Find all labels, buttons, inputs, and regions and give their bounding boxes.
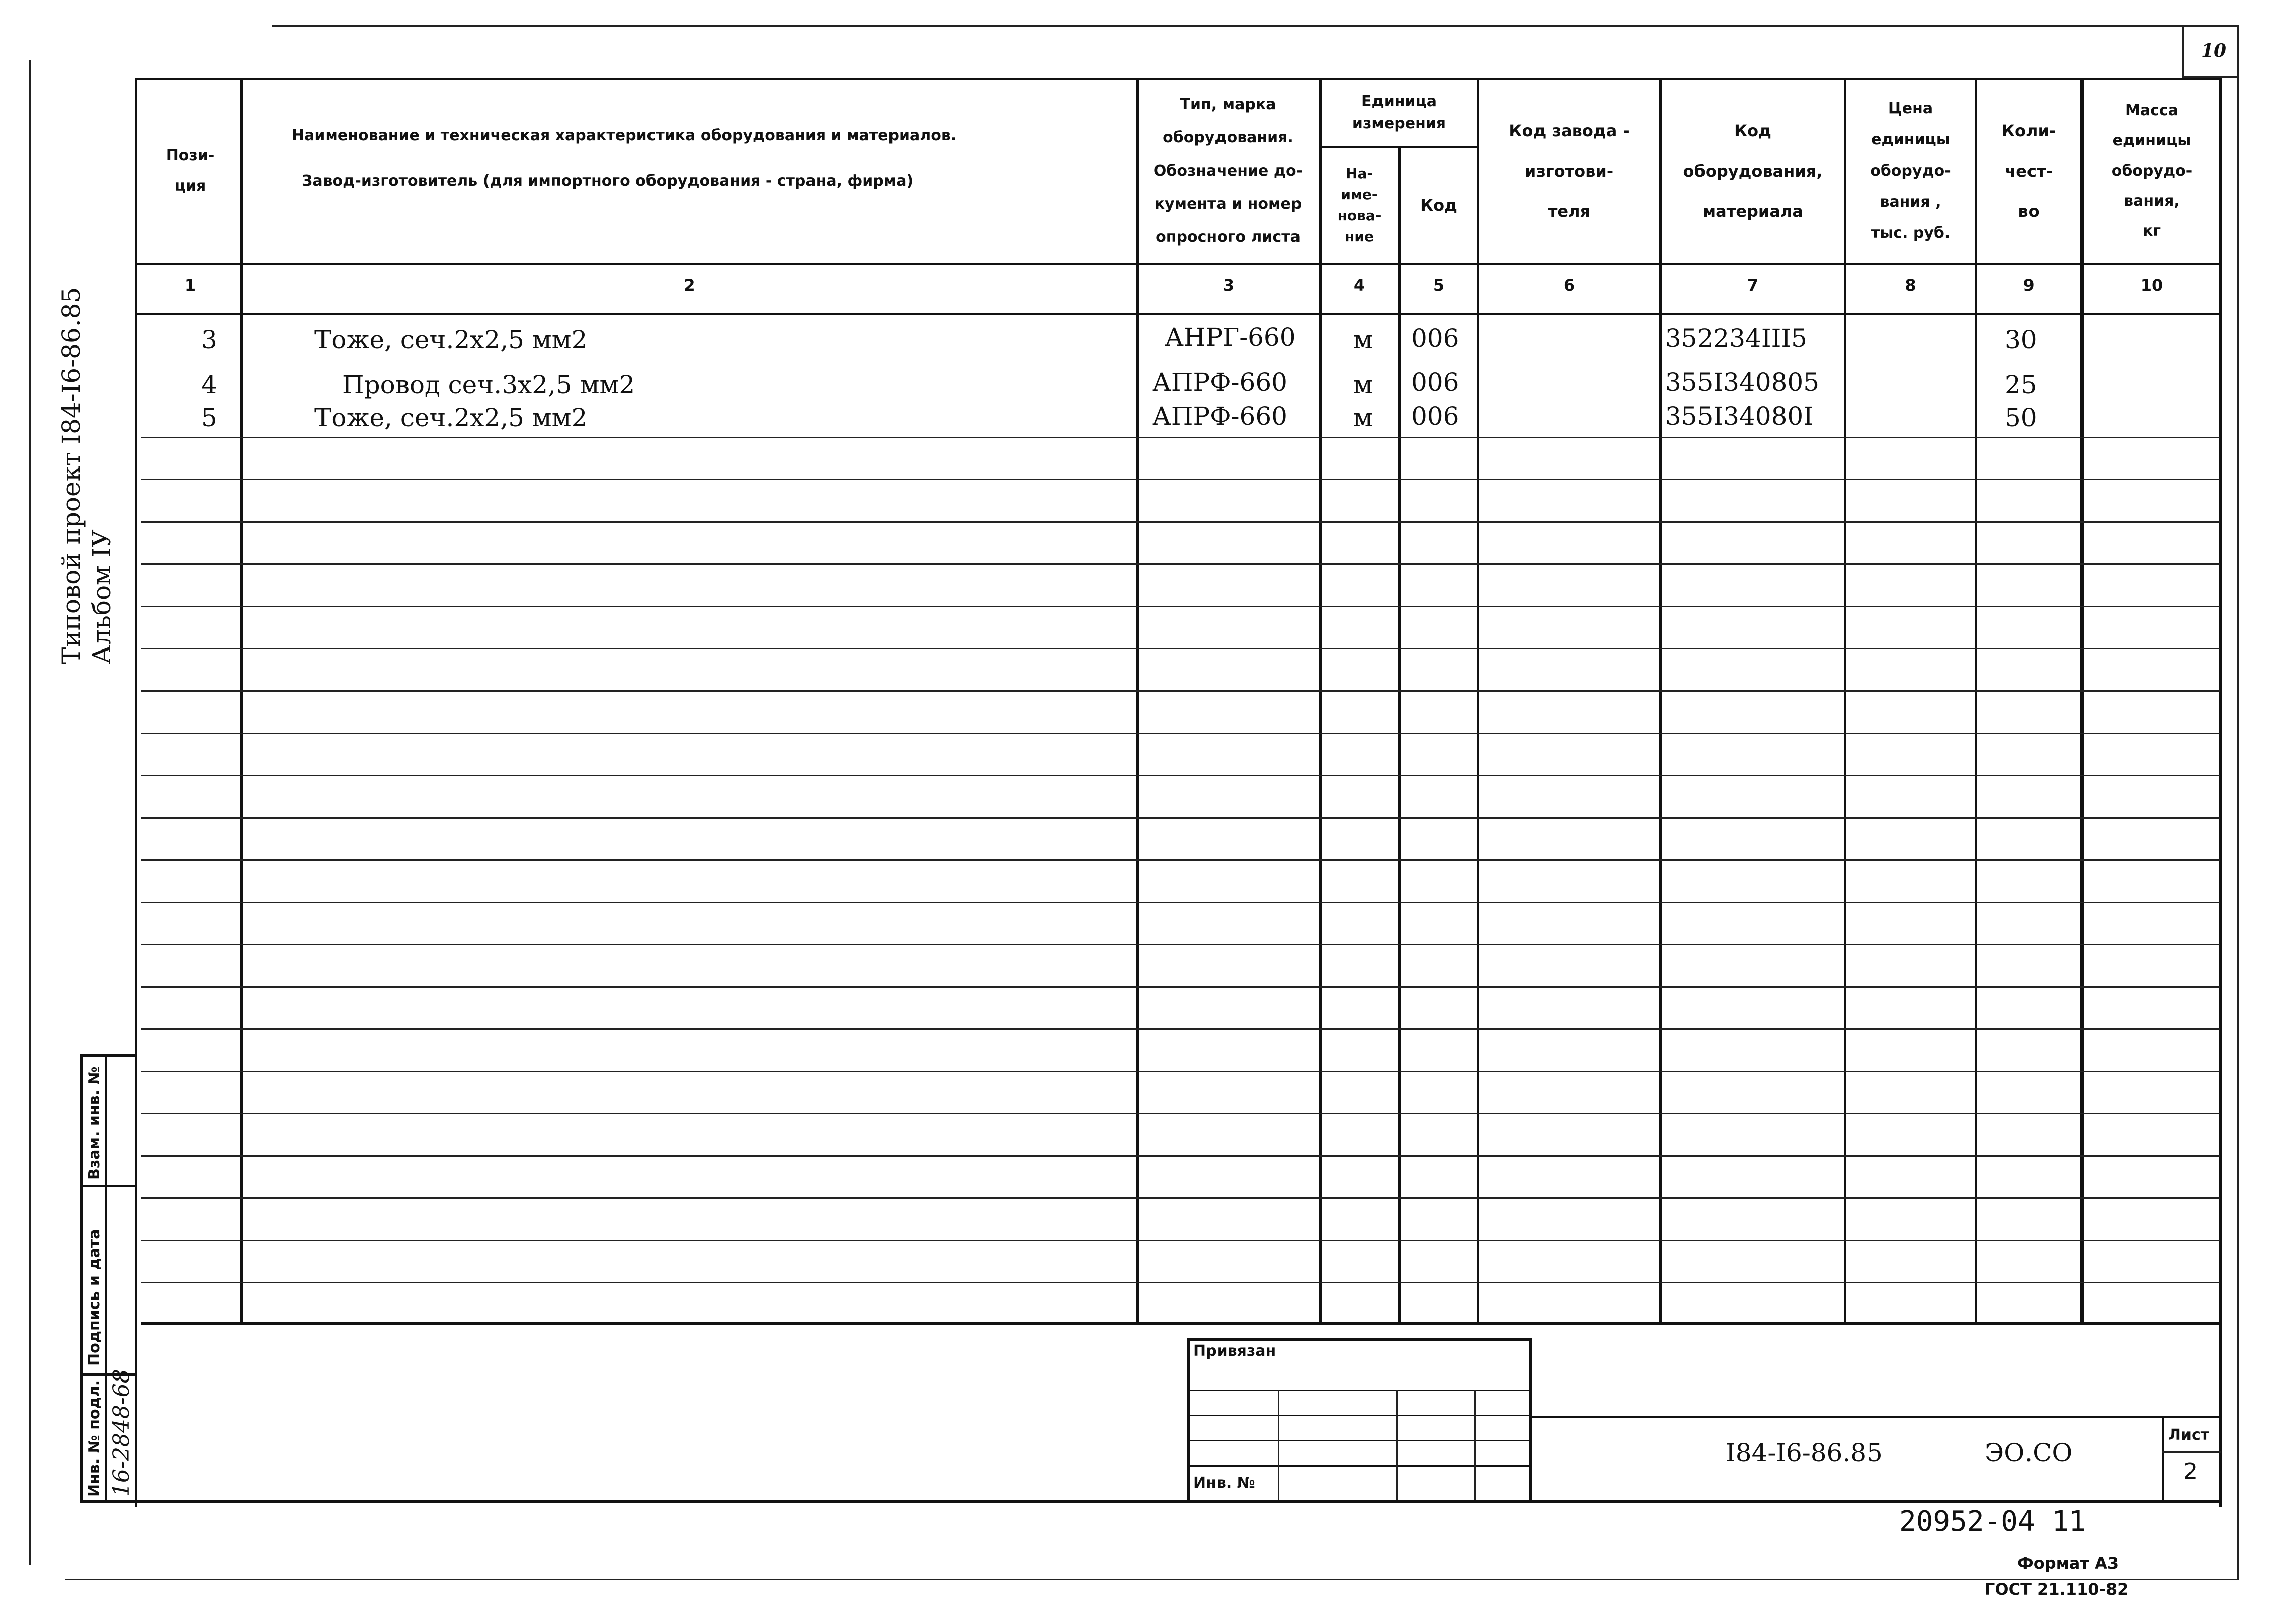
row-line (141, 817, 2220, 819)
row-3-code: 355I34080I (1665, 401, 1813, 431)
row-line (141, 690, 2220, 692)
row-line (141, 1071, 2220, 1072)
row-3-pos: 5 (201, 403, 217, 432)
header-name-line1: Наименование и техническая характеристика оборудования и материалов. (292, 127, 957, 144)
col-sep-4 (1398, 146, 1401, 1323)
row-3-unit-code: 006 (1411, 401, 1459, 431)
privyazan-col-1 (1278, 1390, 1279, 1500)
row-line (141, 1155, 2220, 1157)
row-3-name: Тоже, сеч.2х2,5 мм2 (314, 403, 588, 432)
side-stamp-inv-podl: Инв. № подл. (86, 1379, 103, 1497)
archive-number: 20952-04 11 (1899, 1505, 2086, 1538)
col-sep-1 (240, 78, 243, 1323)
privyazan-row-3 (1187, 1440, 1532, 1441)
side-stamp-inv-podl-value: 16-2848-68 (109, 1369, 134, 1497)
side-title-line2: Альбом IУ (87, 529, 116, 664)
row-line (141, 606, 2220, 607)
side-title-line1: Типовой проект I84-I6-86.85 (57, 287, 86, 664)
row-line (141, 1282, 2220, 1283)
side-stamp-left-line (80, 1054, 83, 1502)
inv-no-label: Инв. № (1193, 1474, 1255, 1492)
col-sep-6 (1659, 78, 1662, 1323)
row-1-unit: м (1353, 325, 1373, 354)
row-line (141, 986, 2220, 988)
colnum-2: 2 (684, 276, 695, 295)
privyazan-col-3 (1474, 1390, 1476, 1500)
col-sep-3 (1319, 78, 1322, 1323)
col-sep-2 (1136, 78, 1139, 1323)
row-line (141, 1240, 2220, 1241)
row-line (141, 521, 2220, 523)
row-line (141, 1197, 2220, 1199)
col-sep-9 (2080, 78, 2084, 1323)
sheet-label: Лист (2168, 1426, 2210, 1444)
header-unit-group: Единица измерения (1352, 93, 1446, 132)
format-label: Формат А3 (2017, 1554, 2119, 1573)
row-1-code: 352234III5 (1665, 323, 1807, 353)
privyazan-right (1529, 1338, 1532, 1500)
right-border (2237, 25, 2239, 1580)
row-2-type: АПРФ-660 (1152, 368, 1287, 397)
row-line (141, 563, 2220, 565)
privyazan-col-2 (1396, 1390, 1398, 1500)
privyazan-left (1187, 1338, 1190, 1500)
col-sep-5 (1477, 78, 1479, 1323)
row-line (141, 859, 2220, 861)
stamp-bottom-line (135, 1500, 2222, 1503)
row-1-name: Тоже, сеч.2х2,5 мм2 (314, 325, 588, 354)
sheet-number: 2 (2183, 1458, 2198, 1484)
side-stamp-mid-line (105, 1054, 107, 1502)
header-position: Пози- ция (166, 147, 215, 195)
row-1-pos: 3 (201, 325, 217, 354)
doc-code: I84-I6-86.85 (1726, 1438, 1883, 1468)
row-line (141, 648, 2220, 649)
row-line (141, 437, 2220, 438)
header-price: Цена единицы оборудо- вания , тыс. руб. (1870, 100, 1951, 242)
side-stamp-top-line (80, 1054, 137, 1057)
colnum-1: 1 (184, 276, 196, 295)
header-type: Тип, марка оборудования. Обозначение до- кумента и номер опросного листа (1153, 96, 1303, 246)
page-number-box-left (2182, 26, 2184, 76)
bottom-border (65, 1579, 2239, 1580)
header-quantity: Коли- чест- во (2001, 121, 2056, 221)
row-3-unit: м (1353, 403, 1373, 432)
privyazan-row-1 (1187, 1390, 1532, 1391)
row-line (141, 479, 2220, 480)
row-2-code: 355I340805 (1665, 368, 1820, 397)
row-2-pos: 4 (201, 370, 217, 399)
row-line (141, 944, 2220, 945)
stamp-code-top-line (1530, 1416, 2222, 1418)
row-3-type: АПРФ-660 (1152, 401, 1287, 431)
colnum-3: 3 (1223, 276, 1235, 295)
page-number: 10 (2201, 40, 2227, 61)
table-bottom-line (141, 1322, 2222, 1325)
colnum-10: 10 (2140, 276, 2163, 295)
left-margin-line (29, 60, 31, 1565)
colnum-5: 5 (1433, 276, 1445, 295)
side-stamp-div-1 (80, 1185, 137, 1187)
row-3-qty: 50 (2005, 403, 2037, 432)
privyazan-row-4 (1187, 1465, 1532, 1467)
row-2-qty: 25 (2005, 370, 2037, 399)
col-sep-8 (1975, 78, 1977, 1323)
row-line (141, 775, 2220, 776)
side-stamp-vzam: Взам. инв. № (86, 1066, 103, 1180)
colnum-9: 9 (2023, 276, 2035, 295)
privyazan-label: Привязан (1193, 1342, 1276, 1360)
row-1-unit-code: 006 (1411, 323, 1459, 353)
side-stamp-podpis: Подпись и дата (86, 1229, 103, 1366)
sheet-box-left (2162, 1416, 2164, 1502)
row-line (141, 1113, 2220, 1114)
row-1-qty: 30 (2005, 325, 2037, 354)
sheet-box-divider (2162, 1451, 2221, 1453)
row-line (141, 733, 2220, 734)
header-equipment-code: Код оборудования, материала (1683, 121, 1823, 221)
row-2-unit: м (1353, 370, 1373, 399)
header-factory-code: Код завода - изготови- теля (1509, 121, 1630, 221)
privyazan-top (1187, 1338, 1532, 1341)
row-1-type: АНРГ-660 (1165, 322, 1296, 352)
colnum-bottom-line (135, 313, 2222, 315)
doc-mark: ЭО.СО (1985, 1438, 2073, 1468)
col-sep-7 (1844, 78, 1846, 1323)
row-2-name: Провод сеч.3х2,5 мм2 (342, 370, 635, 399)
side-title (56, 287, 117, 664)
gost-label: ГОСТ 21.110-82 (1985, 1580, 2129, 1599)
header-bottom-line (135, 263, 2222, 265)
header-unit-code: Код (1420, 195, 1457, 215)
row-line (141, 1028, 2220, 1030)
colnum-6: 6 (1563, 276, 1575, 295)
colnum-8: 8 (1905, 276, 1916, 295)
top-border (272, 25, 2239, 27)
table-left-line (135, 78, 137, 1507)
privyazan-row-2 (1187, 1415, 1532, 1416)
row-line (141, 902, 2220, 903)
side-stamp-bottom-line (80, 1500, 137, 1503)
colnum-4: 4 (1353, 276, 1365, 295)
header-unit-name: На- име- нова- ние (1337, 165, 1382, 245)
row-2-unit-code: 006 (1411, 368, 1459, 397)
colnum-7: 7 (1747, 276, 1759, 295)
header-mass: Масса единицы оборудо- вания, кг (2111, 102, 2193, 240)
header-name-line2: Завод-изготовитель (для импортного оборудования - страна, фирма) (302, 172, 914, 190)
